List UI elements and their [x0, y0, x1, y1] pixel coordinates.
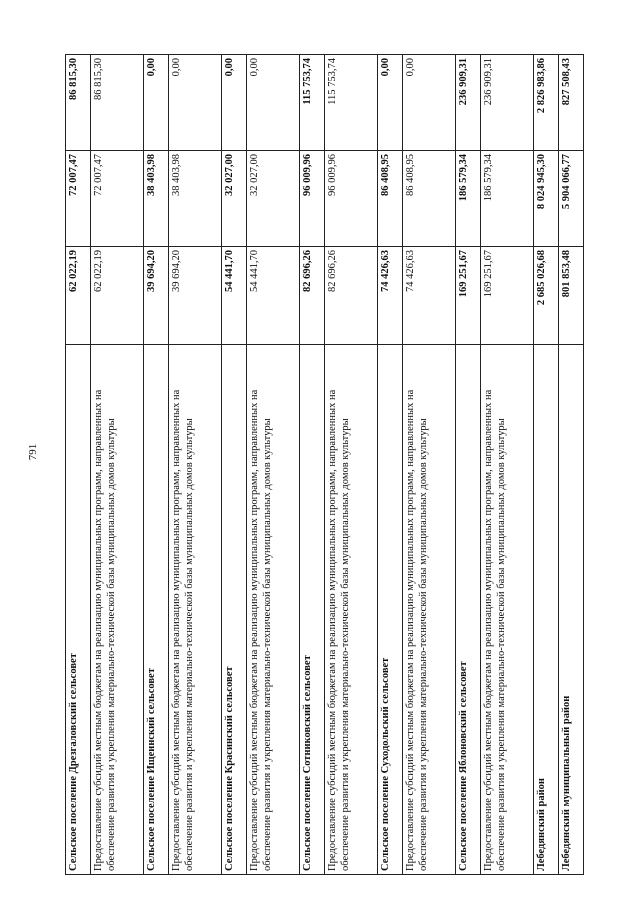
row-value-1: 2 685 026,68 [534, 247, 559, 345]
row-value-3: 0,00 [247, 55, 300, 151]
row-value-3: 827 508,43 [559, 55, 584, 151]
rotated-table-wrapper [65, 55, 601, 875]
row-value-1: 54 441,70 [247, 247, 300, 345]
row-value-2: 86 408,95 [403, 151, 456, 247]
row-value-1: 62 022,19 [91, 247, 144, 345]
table-row [481, 55, 534, 875]
row-name: Предоставление субсидий местным бюджетам на реализацию муниципальных программ, направленных на обеспечение развития и укрепления материально-технической базы муниципальных домов культуры [403, 345, 456, 875]
table-row [66, 55, 91, 875]
table-row [247, 55, 300, 875]
row-name: Сельское поселение Дрезгаловский сельсовет [66, 345, 91, 875]
table-row [378, 55, 403, 875]
row-value-2: 32 027,00 [222, 151, 247, 247]
row-value-2: 186 579,34 [456, 151, 481, 247]
row-value-1: 74 426,63 [378, 247, 403, 345]
page-number: 791 [27, 443, 39, 461]
row-name: Лебедянский муниципальный район [559, 345, 584, 875]
row-value-3: 0,00 [378, 55, 403, 151]
row-value-2: 86 408,95 [378, 151, 403, 247]
row-value-2: 186 579,34 [481, 151, 534, 247]
table-row [325, 55, 378, 875]
row-value-1: 82 696,26 [300, 247, 325, 345]
row-value-3: 0,00 [169, 55, 222, 151]
row-value-3: 236 909,31 [456, 55, 481, 151]
row-value-3: 2 826 983,86 [534, 55, 559, 151]
row-value-3: 236 909,31 [481, 55, 534, 151]
row-value-1: 801 853,48 [559, 247, 584, 345]
budget-table [65, 54, 584, 875]
row-value-2: 32 027,00 [247, 151, 300, 247]
row-name: Лебедянский район [534, 345, 559, 875]
table-row [91, 55, 144, 875]
row-name: Сельское поселение Красинский сельсовет [222, 345, 247, 875]
row-value-2: 8 024 945,30 [534, 151, 559, 247]
row-name: Сельское поселение Яблоновский сельсовет [456, 345, 481, 875]
row-value-2: 38 403,98 [144, 151, 169, 247]
row-value-3: 115 753,74 [300, 55, 325, 151]
table-row [169, 55, 222, 875]
row-value-2: 5 904 066,77 [559, 151, 584, 247]
row-value-1: 169 251,67 [456, 247, 481, 345]
row-value-2: 72 007,47 [91, 151, 144, 247]
table-row [456, 55, 481, 875]
row-value-3: 86 815,30 [66, 55, 91, 151]
row-name: Предоставление субсидий местным бюджетам на реализацию муниципальных программ, направленных на обеспечение развития и укрепления материально-технической базы муниципальных домов культуры [91, 345, 144, 875]
row-name: Сельское поселение Суходольский сельсовет [378, 345, 403, 875]
row-value-3: 0,00 [403, 55, 456, 151]
row-name: Предоставление субсидий местным бюджетам на реализацию муниципальных программ, направленных на обеспечение развития и укрепления материально-технической базы муниципальных домов культуры [169, 345, 222, 875]
row-value-1: 62 022,19 [66, 247, 91, 345]
budget-table-body [66, 55, 584, 875]
row-value-3: 115 753,74 [325, 55, 378, 151]
row-value-1: 82 696,26 [325, 247, 378, 345]
row-name: Предоставление субсидий местным бюджетам на реализацию муниципальных программ, направленных на обеспечение развития и укрепления материально-технической базы муниципальных домов культуры [481, 345, 534, 875]
table-row [144, 55, 169, 875]
row-value-1: 39 694,20 [169, 247, 222, 345]
row-name: Предоставление субсидий местным бюджетам на реализацию муниципальных программ, направленных на обеспечение развития и укрепления материально-технической базы муниципальных домов культуры [247, 345, 300, 875]
table-row [534, 55, 559, 875]
row-value-2: 38 403,98 [169, 151, 222, 247]
row-value-3: 86 815,30 [91, 55, 144, 151]
row-value-2: 96 009,96 [300, 151, 325, 247]
row-name: Сельское поселение Ищеинский сельсовет [144, 345, 169, 875]
row-value-3: 0,00 [144, 55, 169, 151]
row-value-2: 72 007,47 [66, 151, 91, 247]
row-value-1: 169 251,67 [481, 247, 534, 345]
row-value-3: 0,00 [222, 55, 247, 151]
table-row [559, 55, 584, 875]
row-value-2: 96 009,96 [325, 151, 378, 247]
table-row [300, 55, 325, 875]
row-value-1: 39 694,20 [144, 247, 169, 345]
row-value-1: 54 441,70 [222, 247, 247, 345]
table-row [222, 55, 247, 875]
row-value-1: 74 426,63 [403, 247, 456, 345]
table-row [403, 55, 456, 875]
row-name: Предоставление субсидий местным бюджетам на реализацию муниципальных программ, направленных на обеспечение развития и укрепления материально-технической базы муниципальных домов культуры [325, 345, 378, 875]
row-name: Сельское поселение Сотниковский сельсовет [300, 345, 325, 875]
